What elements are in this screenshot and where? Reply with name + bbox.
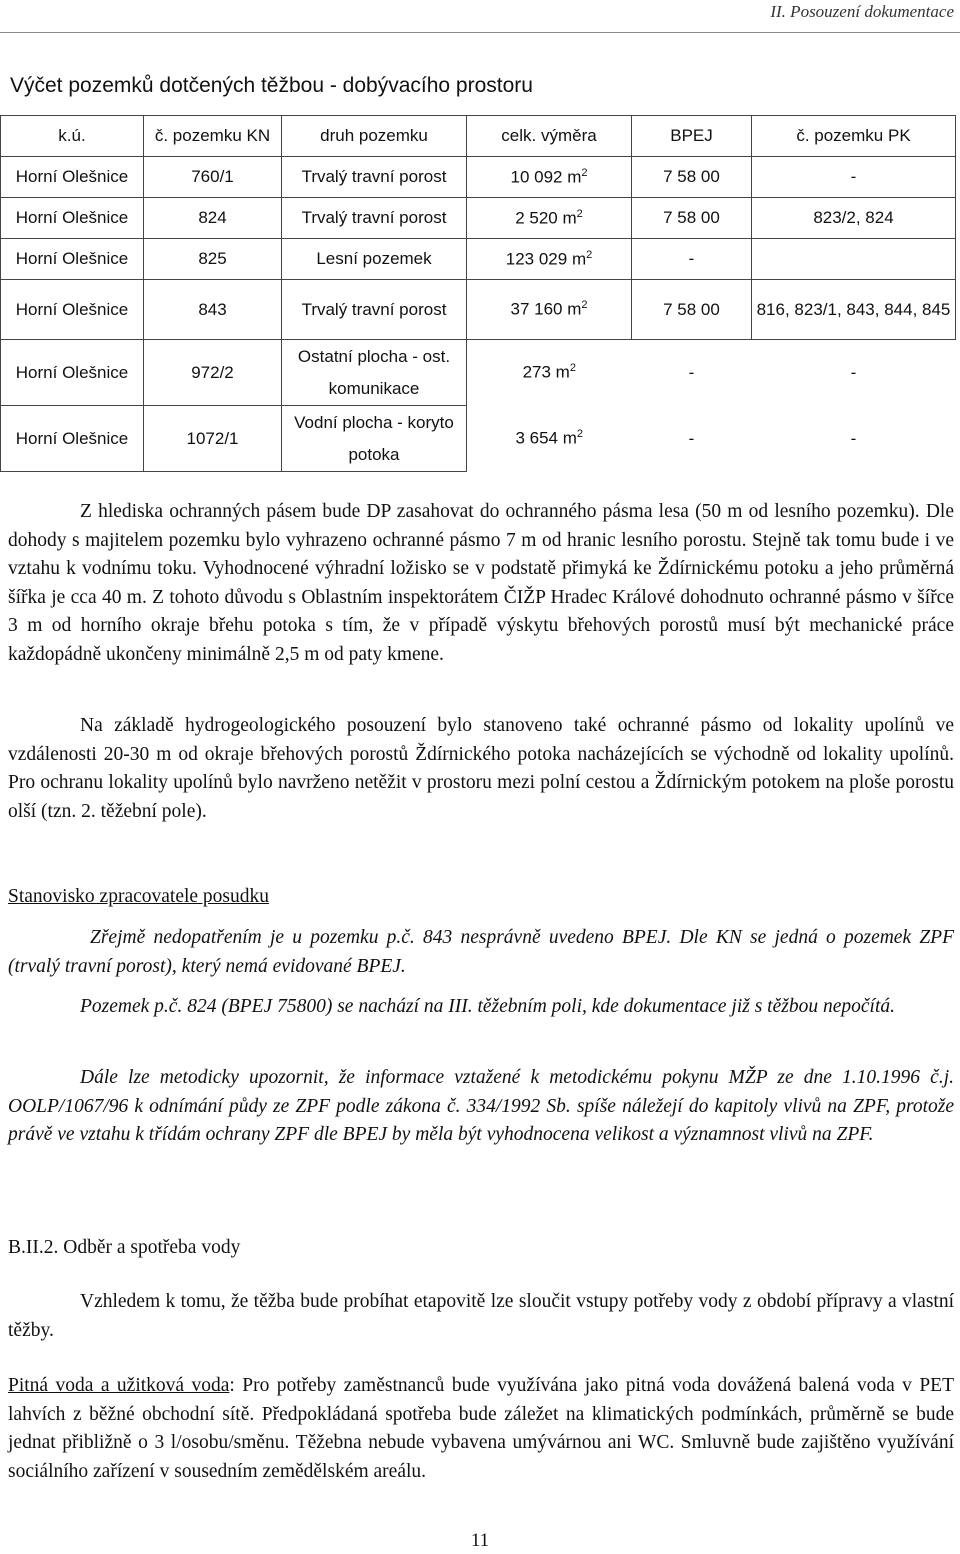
table-row	[1, 406, 956, 472]
paragraph-water-intro: Vzhledem k tomu, že těžba bude probíhat etapovitě lze sloučit vstupy potřeby vody z období přípravy a vlastní těžby.	[8, 1291, 954, 1341]
cell-druh: Trvalý travní porost	[282, 280, 467, 340]
drinking-water	[8, 1372, 954, 1486]
cell-kn: 1072/1	[144, 406, 282, 472]
cell-druh: Trvalý travní porost	[282, 198, 467, 239]
area-exponent: 2	[581, 299, 588, 312]
stanovisko-note-3	[8, 1064, 954, 1150]
cell-vymera	[467, 198, 632, 239]
cell-pk: -	[752, 157, 956, 198]
cell-pk	[752, 239, 956, 280]
page-number: 11	[470, 1530, 490, 1551]
hydrogeology-section	[8, 712, 954, 826]
cell-ku: Horní Olešnice	[1, 198, 144, 239]
cell-druh: Trvalý travní porost	[282, 157, 467, 198]
land-table	[0, 115, 956, 472]
cell-ku: Horní Olešnice	[1, 239, 144, 280]
table-row	[1, 157, 956, 198]
cell-vymera	[467, 406, 632, 472]
cell-kn: 972/2	[144, 340, 282, 406]
cell-vymera	[467, 239, 632, 280]
area-exponent: 2	[569, 362, 576, 375]
stanovisko-heading: Stanovisko zpracovatele posudku	[8, 886, 270, 907]
area-value: 3 654 m	[515, 428, 577, 448]
area-value: 10 092 m	[510, 167, 582, 187]
cell-kn: 843	[144, 280, 282, 340]
cell-bpej: 7 58 00	[632, 198, 752, 239]
cell-vymera	[467, 280, 632, 340]
table-row	[1, 239, 956, 280]
col-header-bpej: BPEJ	[632, 116, 752, 157]
paragraph-stanovisko-1: Zřejmě nedopatřením je u pozemku p.č. 843 nesprávně uvedeno BPEJ. Dle KN se jedná o pozemek ZPF (trvalý travní porost), který nemá evidované BPEJ.	[8, 927, 954, 977]
water-intro	[8, 1288, 954, 1345]
area-exponent: 2	[581, 166, 588, 179]
stanovisko-note-2	[8, 993, 954, 1022]
cell-druh: Ostatní plocha - ost. komunikace	[282, 340, 467, 406]
area-exponent: 2	[576, 207, 583, 220]
area-exponent: 2	[576, 428, 584, 441]
cell-druh: Vodní plocha - koryto potoka	[282, 406, 467, 472]
col-header-vymera: celk. výměra	[467, 116, 632, 157]
paragraph-protection-zones: Z hlediska ochranných pásem bude DP zasahovat do ochranného pásma lesa (50 m od lesního pozemku). Dle dohody s majitelem pozemku bylo vyhrazeno ochranné pásmo 7 m od hranic lesního porostu. Stejně tak tomu bude i ve vztahu k vodnímu toku. Vyhodnocené výhradní ložisko se v podstatě přimyká ke Ždírnickému potoku a jeho průměrná šířka je cca 40 m. Z tohoto důvodu s Oblastním inspektorátem ČIŽP Hradec Králové dohodnuto ochranné pásmo v šířce 3 m od horního okraje břehu potoka s tím, že v případě výskytu břehových porostů musí být mechanické práce každopádně ukončeny minimálně 2,5 m od paty kmene.	[8, 501, 954, 665]
area-value: 273 m	[522, 363, 570, 383]
cell-pk: 823/2, 824	[752, 198, 956, 239]
cell-bpej: -	[688, 362, 695, 382]
cell-bpej: -	[688, 428, 695, 448]
paragraph-stanovisko-2: Pozemek p.č. 824 (BPEJ 75800) se nachází na III. těžebním poli, kde dokumentace již s těžbou nepočítá.	[80, 996, 895, 1017]
drinking-water-label: Pitná voda a užitková voda	[8, 1375, 230, 1396]
col-header-druh: druh pozemku	[282, 116, 467, 157]
header-rule	[0, 32, 960, 33]
cell-ku: Horní Olešnice	[1, 280, 144, 340]
cell-bpej: -	[632, 239, 752, 280]
area-value: 123 029 m	[505, 249, 587, 269]
cell-vymera	[467, 157, 632, 198]
paragraph-drinking-water	[8, 1372, 954, 1486]
cell-bpej: 7 58 00	[632, 280, 752, 340]
table-row	[1, 340, 956, 406]
stanovisko-section	[8, 883, 954, 912]
cell-ku: Horní Olešnice	[1, 406, 144, 472]
drinking-water-text: : Pro potřeby zaměstnanců bude využívána jako pitná voda dovážená balená voda v PET lahvích z běžné obchodní sítě. Předpokládaná spotřeba bude záležet na klimatických podmínkách, průměrně se bude jednat přibližně o 3 l/osobu/směnu. Těžebna nebude vybavena umývárnou ani WC. Smluvně bude zajištěno využívání sociálního zařízení v sousedním zemědělském areálu.	[8, 1375, 954, 1482]
protection-zones-section	[8, 498, 954, 669]
area-value: 2 520 m	[515, 208, 577, 228]
stanovisko-note-1	[8, 924, 954, 981]
table-row	[1, 280, 956, 340]
cell-kn: 760/1	[144, 157, 282, 198]
table-header-row	[1, 116, 956, 157]
paragraph-hydrogeology: Na základě hydrogeologického posouzení bylo stanoveno také ochranné pásmo od lokality upolínů ve vzdálenosti 20-30 m od okraje břehových porostů Ždírnického potoka nacházejících se východně od lokality upolínů. Pro ochranu lokality upolínů bylo navrženo netěžit v prostoru mezi polní cestou a Ždírnickým potokem na ploše porostu olší (tzn. 2. těžební pole).	[8, 715, 954, 822]
water-section-heading: B.II.2. Odběr a spotřeba vody	[8, 1237, 241, 1258]
cell-ku: Horní Olešnice	[1, 340, 144, 406]
cell-bpej: 7 58 00	[632, 157, 752, 198]
cell-druh: Lesní pozemek	[282, 239, 467, 280]
cell-pk: -	[850, 428, 857, 448]
cell-ku: Horní Olešnice	[1, 157, 144, 198]
paragraph-stanovisko-3: Dále lze metodicky upozornit, že informace vztažené k metodickému pokynu MŽP ze dne 1.10.1996 č.j. OOLP/1067/96 k odnímání půdy ze ZPF podle zákona č. 334/1992 Sb. spíše náležejí do kapitoly vlivů na ZPF, protože právě ve vztahu k třídám ochrany ZPF dle BPEJ by měla být vyhodnocena velikost a významnost vlivů na ZPF.	[8, 1067, 954, 1145]
water-section-heading-wrap	[8, 1234, 954, 1263]
cell-pk: 816, 823/1, 843, 844, 845	[752, 280, 956, 340]
cell-vymera	[467, 340, 632, 406]
cell-kn: 824	[144, 198, 282, 239]
section-title: Výčet pozemků dotčených těžbou - dobývacího prostoru	[10, 74, 533, 97]
cell-pk: -	[850, 362, 857, 382]
area-exponent: 2	[586, 248, 593, 261]
cell-kn: 825	[144, 239, 282, 280]
col-header-pk: č. pozemku PK	[752, 116, 956, 157]
area-value: 37 160 m	[510, 299, 582, 319]
col-header-kn: č. pozemku KN	[144, 116, 282, 157]
col-header-ku: k.ú.	[1, 116, 144, 157]
table-row	[1, 198, 956, 239]
running-header: II. Posouzení dokumentace	[770, 2, 954, 21]
